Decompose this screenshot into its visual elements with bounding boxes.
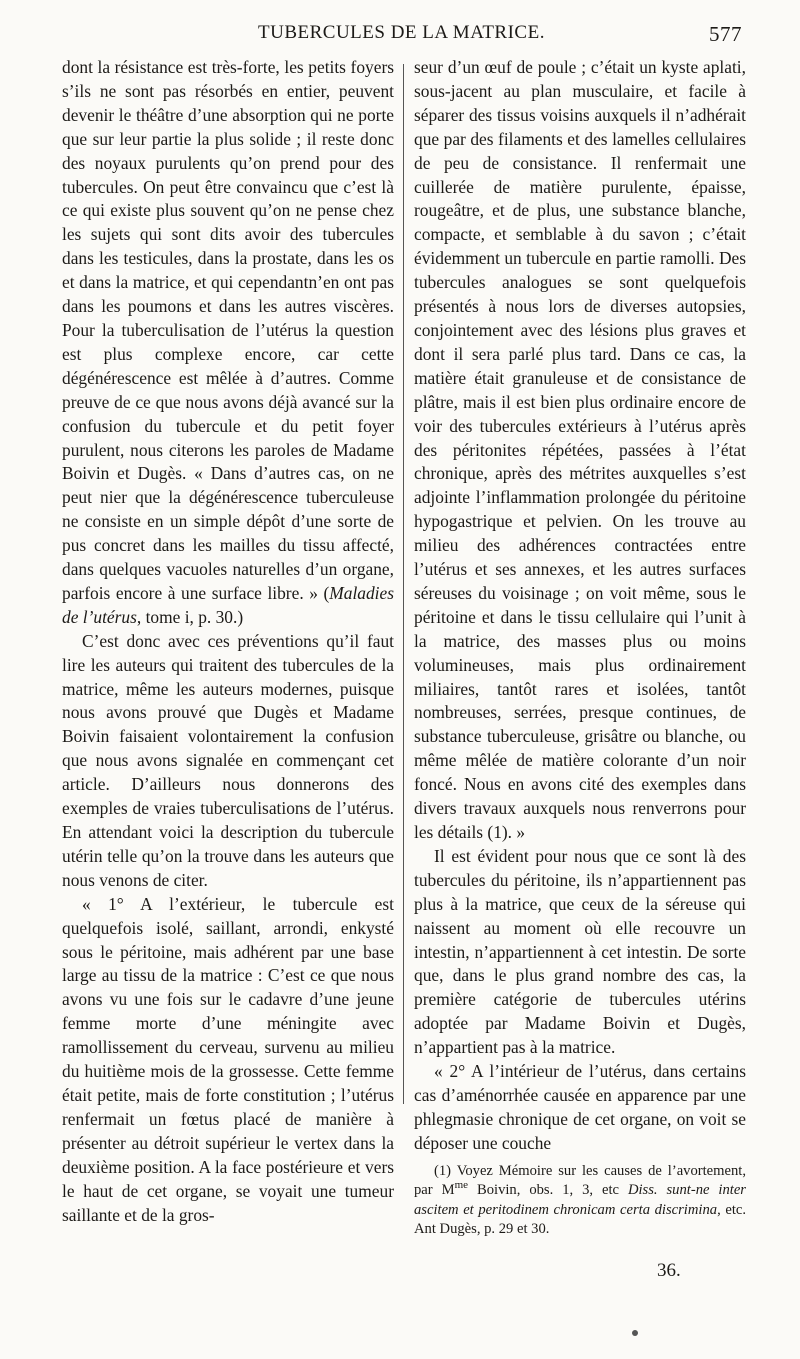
column-divider bbox=[403, 64, 404, 1104]
running-title: TUBERCULES DE LA MATRICE. bbox=[258, 22, 545, 43]
paragraph: « 2° A l’intérieur de l’utérus, dans certains cas d’aménorrhée causée en apparence par une phlegmasie chronique de cet organe, on voit se déposer une couche bbox=[414, 1061, 746, 1153]
page-header bbox=[62, 20, 742, 50]
footnote-text: , etc. Ant Dugès, p. 29 et 30. bbox=[414, 1201, 746, 1238]
footnote-superscript: me bbox=[454, 1179, 469, 1192]
paragraph: C’est donc avec ces préventions qu’il faut lire les auteurs qui traitent des tubercules de la matrice, même les auteurs modernes, puisque nous avons prouvé que Dugès et Madame Boivin faisaient volontairement la confusion que nous avons signalée en commençant cet article. D’ailleurs nous donnerons des exemples de vraies tuberculisations de l’utérus. En attendant voici la description du tubercule utérin telle qu’on la trouve dans les auteurs que nous venons de citer. bbox=[62, 630, 394, 890]
footnote-marker: (1) bbox=[434, 1162, 452, 1179]
right-column bbox=[414, 56, 746, 1240]
footnote-italic: Diss. sunt-ne inter ascitem et peritodinem chronicam certa discrimina bbox=[414, 1182, 746, 1218]
paragraph: seur d’un œuf de poule ; c’était un kyste aplati, sous-jacent au plan musculaire, et facile à séparer des tissus voisins auxquels il n’adhérait que par des filaments et des lamelles cellulaires de peu de consistance. Il renfermait une cuillerée de matière purulente, épaisse, rougeâtre, et de plus, une substance blanche, compacte, et semblable à du savon ; c’était évidemment un tubercule en partie ramolli. Des tubercules analogues se sont quelquefois présentés à nous lors de diverses autopsies, conjointement avec des lésions plus graves et dont il sera parlé plus tard. Dans ce cas, la matière était granuleuse et de consistance de plâtre, mais il est bien plus ordinaire encore de voir des tubercules extérieurs à l’utérus après des péritonites répétées, passées à l’état chronique, après des métrites auxquelles s’est adjointe l’inflammation prolongée du péritoine hypogastrique et pelvien. On les trouve au milieu des adhérences contractées entre l’utérus et ses annexes, et les autres surfaces séreuses du voisinage ; on voit même, sous le péritoine et dans le tissu cellulaire qui l’unit à la matrice, des masses plus ou moins volumineuses, mais plus ordinairement miliaires, tantôt rares et isolées, tantôt nombreuses, serrées, presque continues, de substance tuberculeuse, grisâtre ou blanche, ou même mêlée de matière colorante d’un noir foncé. Nous en avons cité des exemples dans divers travaux auxquels nous renverrons pour les détails (1). » bbox=[414, 57, 746, 842]
paragraph: Il est évident pour nous que ce sont là des tubercules du péritoine, ils n’appartiennent pas plus à la matrice, que ceux de la séreuse qui naissent au moment où elle recouvre un intestin, n’appartiennent à cet intestin. De sorte que, dans le plus grand nombre des cas, la première catégorie de tubercules utérins adoptée par Madame Boivin et Dugès, n’appartient pas à la matrice. bbox=[414, 845, 746, 1058]
signature-mark: 36. bbox=[657, 1260, 681, 1281]
footnote bbox=[414, 1162, 746, 1240]
page-number: 577 bbox=[709, 22, 742, 46]
citation-title: Maladies de l’utérus bbox=[62, 582, 394, 627]
paragraph-text: dont la résistance est très-forte, les petits foyers s’ils ne sont pas résorbés en entier, peuvent devenir le théâtre d’une absorption qui ne porte que sur leur partie la plus solide ; il reste donc des noyaux purulents qu’on prend pour des tubercules. On peut être convaincu que c’est là ce qui existe plus souvent qu’on ne pense chez les sujets qui sont dits avoir des tubercules dans les testicules, dans la prostate, dans les os et dans la matrice, et qui cependantn’en ont pas dans les poumons et dans les autres viscères. Pour la tuberculisation de l’utérus la question est plus complexe encore, car cette dégénérescence est mêlée à d’autres. Comme preuve de ce que nous avons déjà avancé sur la confusion du tubercule et du petit foyer purulent, nous citerons les paroles de Madame Boivin et Dugès. « Dans d’autres cas, on ne peut nier que la dégénérescence tuberculeuse ne consiste en un simple dépôt d’une sorte de pus concret dans les mailles du tissu affecté, dans quelques vacuoles naturelles d’un organe, parfois encore à une surface libre. » ( bbox=[62, 57, 394, 603]
paragraph: « 1° A l’extérieur, le tubercule est quelquefois isolé, saillant, arrondi, enkysté sous le péritoine, mais adhérent par une base large au tissu de la matrice : C’est ce que nous avons vu une fois sur le cadavre d’une jeune femme morte d’une méningite avec ramollissement du cerveau, survenu au milieu du huitième mois de la grossesse. Cette femme était petite, mais de forte constitution ; l’utérus renfermait un fœtus placé de manière à présenter au détroit supérieur le vertex dans la deuxième position. A la face postérieure et vers le haut de cet organe, se voyait une tumeur saillante et de la gros- bbox=[62, 893, 394, 1225]
paragraph bbox=[62, 56, 394, 630]
footnote-text: Boivin, obs. 1, 3, etc bbox=[468, 1182, 628, 1199]
citation-ref: , tome i, p. 30.) bbox=[136, 606, 244, 627]
ink-spot bbox=[632, 1330, 638, 1336]
left-column bbox=[62, 56, 394, 1227]
footnote-text: Voyez Mémoire sur les causes de l’avortement, par M bbox=[414, 1162, 746, 1199]
